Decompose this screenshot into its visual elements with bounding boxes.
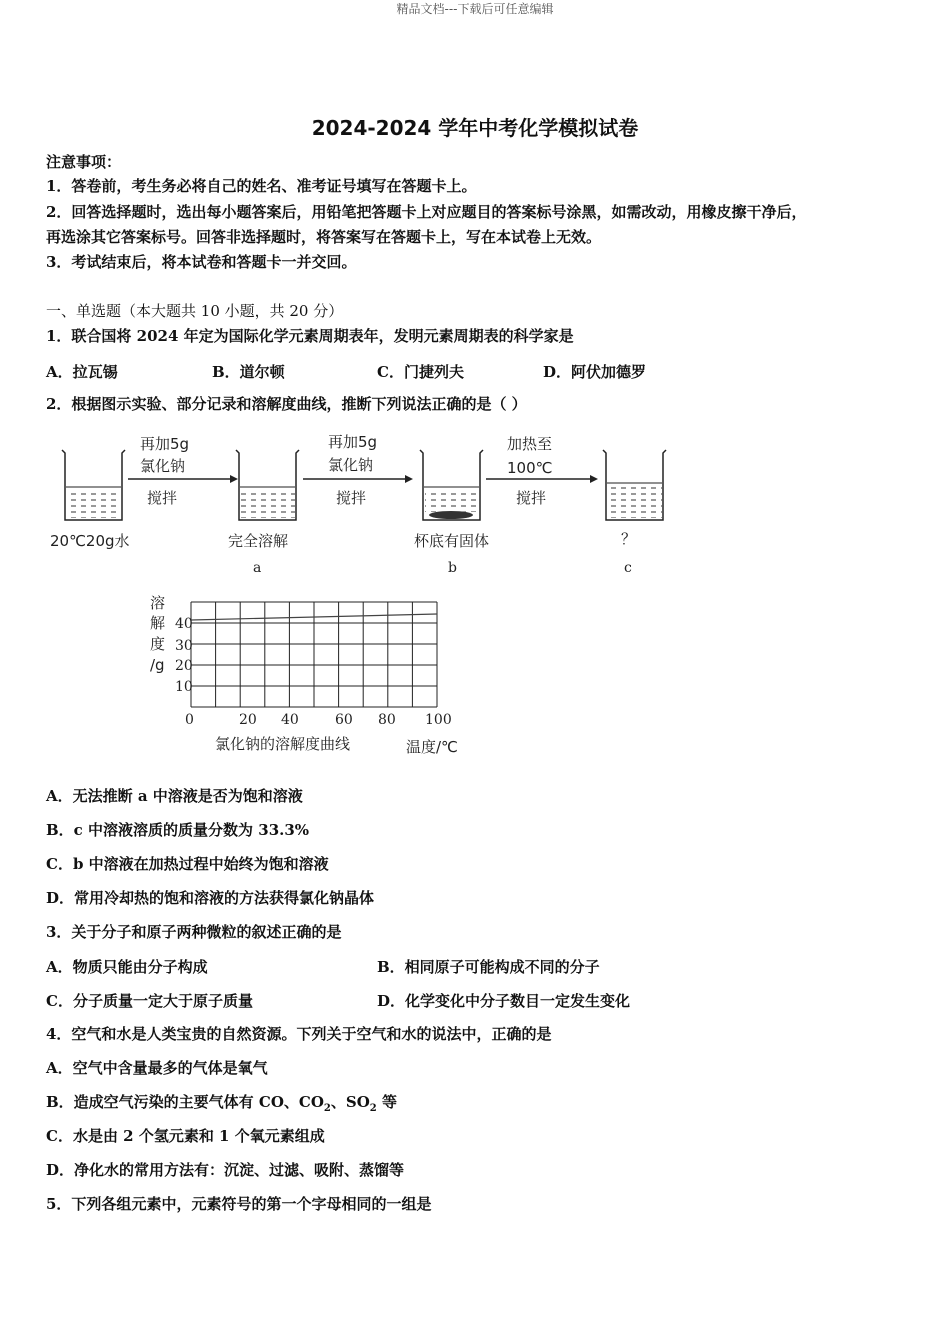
ylabel-3: 度	[150, 635, 166, 653]
q3-stem: 3．关于分子和原子两种微粒的叙述正确的是	[46, 923, 342, 941]
q2-option-a: A．无法推断 a 中溶液是否为饱和溶液	[46, 787, 303, 805]
step3-bottom: 搅拌	[516, 489, 547, 507]
q2-stem: 2．根据图示实验、部分记录和溶解度曲线，推断下列说法正确的是（ ）	[46, 395, 527, 413]
ytick-10: 10	[175, 679, 193, 695]
q1-option-b: B．道尔顿	[212, 363, 285, 381]
q3-option-a: A．物质只能由分子构成	[46, 958, 208, 976]
step3-mid: 100℃	[507, 459, 553, 477]
step2-top: 再加5g	[328, 433, 378, 451]
q4-option-a: A．空气中含量最多的气体是氧气	[46, 1059, 268, 1077]
graph-xlabel: 温度/℃	[406, 738, 458, 756]
step3-top: 加热至	[507, 435, 553, 453]
graph-caption: 氯化钠的溶解度曲线	[215, 735, 351, 753]
step1-top: 再加5g	[140, 435, 190, 453]
notice-item-1: 1．答卷前，考生务必将自己的姓名、准考证号填写在答题卡上。	[46, 177, 477, 195]
step1-mid: 氯化钠	[140, 457, 186, 475]
beaker-2-caption: 完全溶解	[228, 532, 289, 550]
xtick-0: 0	[185, 712, 194, 728]
page-title: 2024-2024 学年中考化学模拟试卷	[311, 116, 639, 140]
xtick-40: 40	[281, 712, 299, 728]
q1-stem: 1．联合国将 2024 年定为国际化学元素周期表年，发明元素周期表的科学家是	[46, 327, 574, 345]
q1-option-c: C．门捷列夫	[377, 363, 464, 381]
notice-item-3: 3．考试结束后，将本试卷和答题卡一并交回。	[46, 253, 357, 271]
beaker-4-letter: c	[624, 560, 632, 576]
solubility-graph	[140, 590, 480, 765]
q1-option-a: A．拉瓦锡	[46, 363, 118, 381]
beaker-3	[420, 450, 483, 520]
beaker-4	[603, 450, 666, 520]
ytick-40: 40	[175, 616, 193, 632]
step2-mid: 氯化钠	[328, 456, 374, 474]
ylabel-4: /g	[150, 656, 165, 674]
q3-option-c: C．分子质量一定大于原子质量	[46, 992, 253, 1010]
xtick-100: 100	[425, 712, 452, 728]
ylabel-2: 解	[150, 614, 166, 632]
beaker-2-letter: a	[253, 560, 262, 576]
header-note: 精品文档---下载后可任意编辑	[396, 2, 554, 16]
q3-option-d: D．化学变化中分子数目一定发生变化	[377, 992, 631, 1010]
notice-heading: 注意事项：	[46, 153, 122, 171]
q5-stem: 5．下列各组元素中，元素符号的第一个字母相同的一组是	[46, 1195, 432, 1213]
ytick-20: 20	[175, 658, 193, 674]
q2-option-b: B．c 中溶液溶质的质量分数为 33.3%	[46, 821, 310, 839]
q3-option-b: B．相同原子可能构成不同的分子	[377, 958, 600, 976]
beaker-1	[62, 450, 125, 520]
xtick-60: 60	[335, 712, 353, 728]
xtick-20: 20	[239, 712, 257, 728]
q4-option-b: B．造成空气污染的主要气体有 CO、$CO_2$、$SO_2$ 等	[46, 1093, 397, 1114]
beaker-3-caption: 杯底有固体	[414, 532, 490, 550]
experiment-diagram	[40, 425, 700, 585]
section-heading: 一、单选题（本大题共 10 小题，共 20 分）	[46, 302, 344, 320]
q2-option-c: C．b 中溶液在加热过程中始终为饱和溶液	[46, 855, 329, 873]
q4-stem: 4．空气和水是人类宝贵的自然资源。下列关于空气和水的说法中，正确的是	[46, 1025, 552, 1043]
beaker-3-letter: b	[448, 560, 457, 576]
q1-option-d: D．阿伏加德罗	[543, 363, 647, 381]
beaker-2	[236, 450, 299, 520]
q2-option-d: D．常用冷却热的饱和溶液的方法获得氯化钠晶体	[46, 889, 375, 907]
notice-item-2-cont: 再选涂其它答案标号。回答非选择题时，将答案写在答题卡上，写在本试卷上无效。	[46, 228, 602, 246]
step1-bottom: 搅拌	[147, 489, 178, 507]
q4-option-d: D．净化水的常用方法有：沉淀、过滤、吸附、蒸馏等	[46, 1161, 405, 1179]
xtick-80: 80	[378, 712, 396, 728]
q4-option-c: C．水是由 2 个氢元素和 1 个氧元素组成	[46, 1127, 325, 1145]
notice-item-2: 2．回答选择题时，选出每小题答案后，用铅笔把答题卡上对应题目的答案标号涂黑，如需改动，用橡皮擦干净后，	[46, 203, 807, 221]
ytick-30: 30	[175, 638, 193, 654]
step2-bottom: 搅拌	[336, 489, 367, 507]
beaker-4-caption: ？	[621, 530, 637, 548]
beaker-1-caption: 20℃20g水	[50, 532, 130, 550]
graph-grid	[191, 602, 437, 707]
ylabel-1: 溶	[150, 594, 166, 612]
